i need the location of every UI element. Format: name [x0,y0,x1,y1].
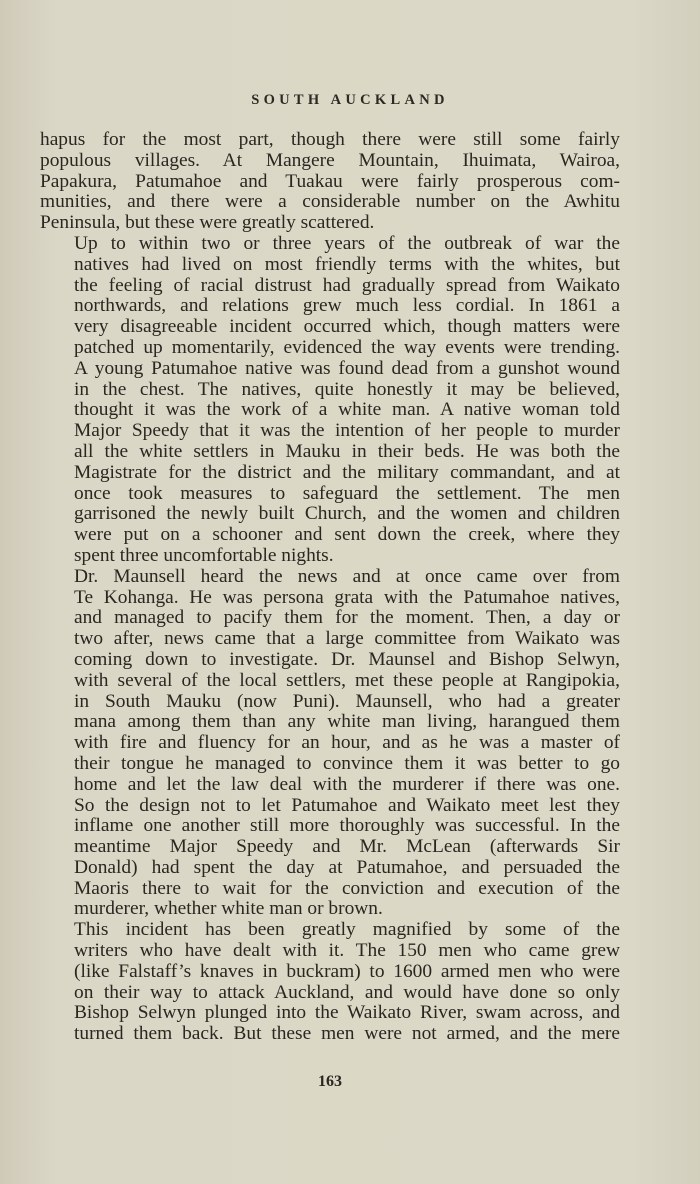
paragraph [40,567,620,921]
paragraph [40,920,620,1045]
text-line: coming down to investigate. Dr. Maunsel and Bishop Selwyn, [74,648,620,670]
text-line: two after, news came that a large committee from Waikato was [74,628,620,650]
text-line: with fire and fluency for an hour, and as he was a master of [74,732,620,754]
text-line: patched up momentarily, evidenced the way events were trending. [74,336,620,358]
text-line: Papakura, Patumahoe and Tuakau were fairly prosperous com- [40,170,620,192]
text-line: A young Patumahoe native was found dead from a gunshot wound [74,357,620,379]
text-line: murderer, whether white man or brown. [74,898,383,920]
text-line: mana among them than any white man living, harangued them [74,711,620,733]
text-line: Dr. Maunsell heard the news and at once came over from [74,565,620,587]
text-line: Te Kohanga. He was persona grata with the Patumahoe natives, [74,586,620,608]
text-line: on their way to attack Auckland, and would have done so only [74,981,620,1003]
text-line: were put on a schooner and sent down the creek, where they [74,524,620,546]
text-line: (like Falstaff’s knaves in buckram) to 1600 armed men who were [74,960,620,982]
body-text [40,130,620,1045]
text-line: Magistrate for the district and the military commandant, and at [74,461,620,483]
page-number: 163 [318,1073,342,1090]
text-line: and managed to pacify them for the moment. Then, a day or [74,607,620,629]
text-line: Bishop Selwyn plunged into the Waikato River, swam across, and [74,1002,620,1024]
paragraph [40,234,620,567]
text-line: their tongue he managed to convince them it was better to go [74,752,620,774]
text-line: This incident has been greatly magnified by some of the [74,919,620,941]
text-line: turned them back. But these men were not armed, and the mere [74,1023,620,1045]
text-line: garrisoned the newly built Church, and the women and children [74,503,620,525]
text-line: thought it was the work of a white man. A native woman told [74,399,620,421]
text-line: in the chest. The natives, quite honestly it may be believed, [74,378,620,400]
text-line: very disagreeable incident occurred which, though matters were [74,316,620,338]
text-line: Donald) had spent the day at Patumahoe, and persuaded the [74,856,620,878]
text-line: Peninsula, but these were greatly scattered. [40,212,375,234]
text-line: populous villages. At Mangere Mountain, Ihuimata, Wairoa, [40,149,620,171]
text-line: writers who have dealt with it. The 150 men who came grew [74,940,620,962]
text-line: Up to within two or three years of the outbreak of war the [74,232,620,254]
text-line: natives had lived on most friendly terms with the whites, but [74,253,620,275]
text-line: Major Speedy that it was the intention of her people to murder [74,420,620,442]
text-line: Maoris there to wait for the conviction and execution of the [74,877,620,899]
text-line: munities, and there were a considerable number on the Awhitu [40,191,620,213]
text-line: hapus for the most part, though there were still some fairly [40,129,620,150]
text-line: northwards, and relations grew much less cordial. In 1861 a [74,295,620,317]
text-line: home and let the law deal with the murderer if there was one. [74,773,620,795]
text-line: So the design not to let Patumahoe and Waikato meet lest they [74,794,620,816]
text-line: once took measures to safeguard the settlement. The men [74,482,620,504]
text-line: the feeling of racial distrust had gradually spread from Waikato [74,274,620,296]
text-line: meantime Major Speedy and Mr. McLean (afterwards Sir [74,836,620,858]
text-line: inflame one another still more thoroughly was successful. In the [74,815,620,837]
running-head: SOUTH AUCKLAND [251,92,449,108]
paragraph [40,130,620,234]
text-line: spent three uncomfortable nights. [74,544,334,566]
text-line: with several of the local settlers, met these people at Rangipokia, [74,669,620,691]
text-line: in South Mauku (now Puni). Maunsell, who had a greater [74,690,620,712]
text-line: all the white settlers in Mauku in their beds. He was both the [74,440,620,462]
